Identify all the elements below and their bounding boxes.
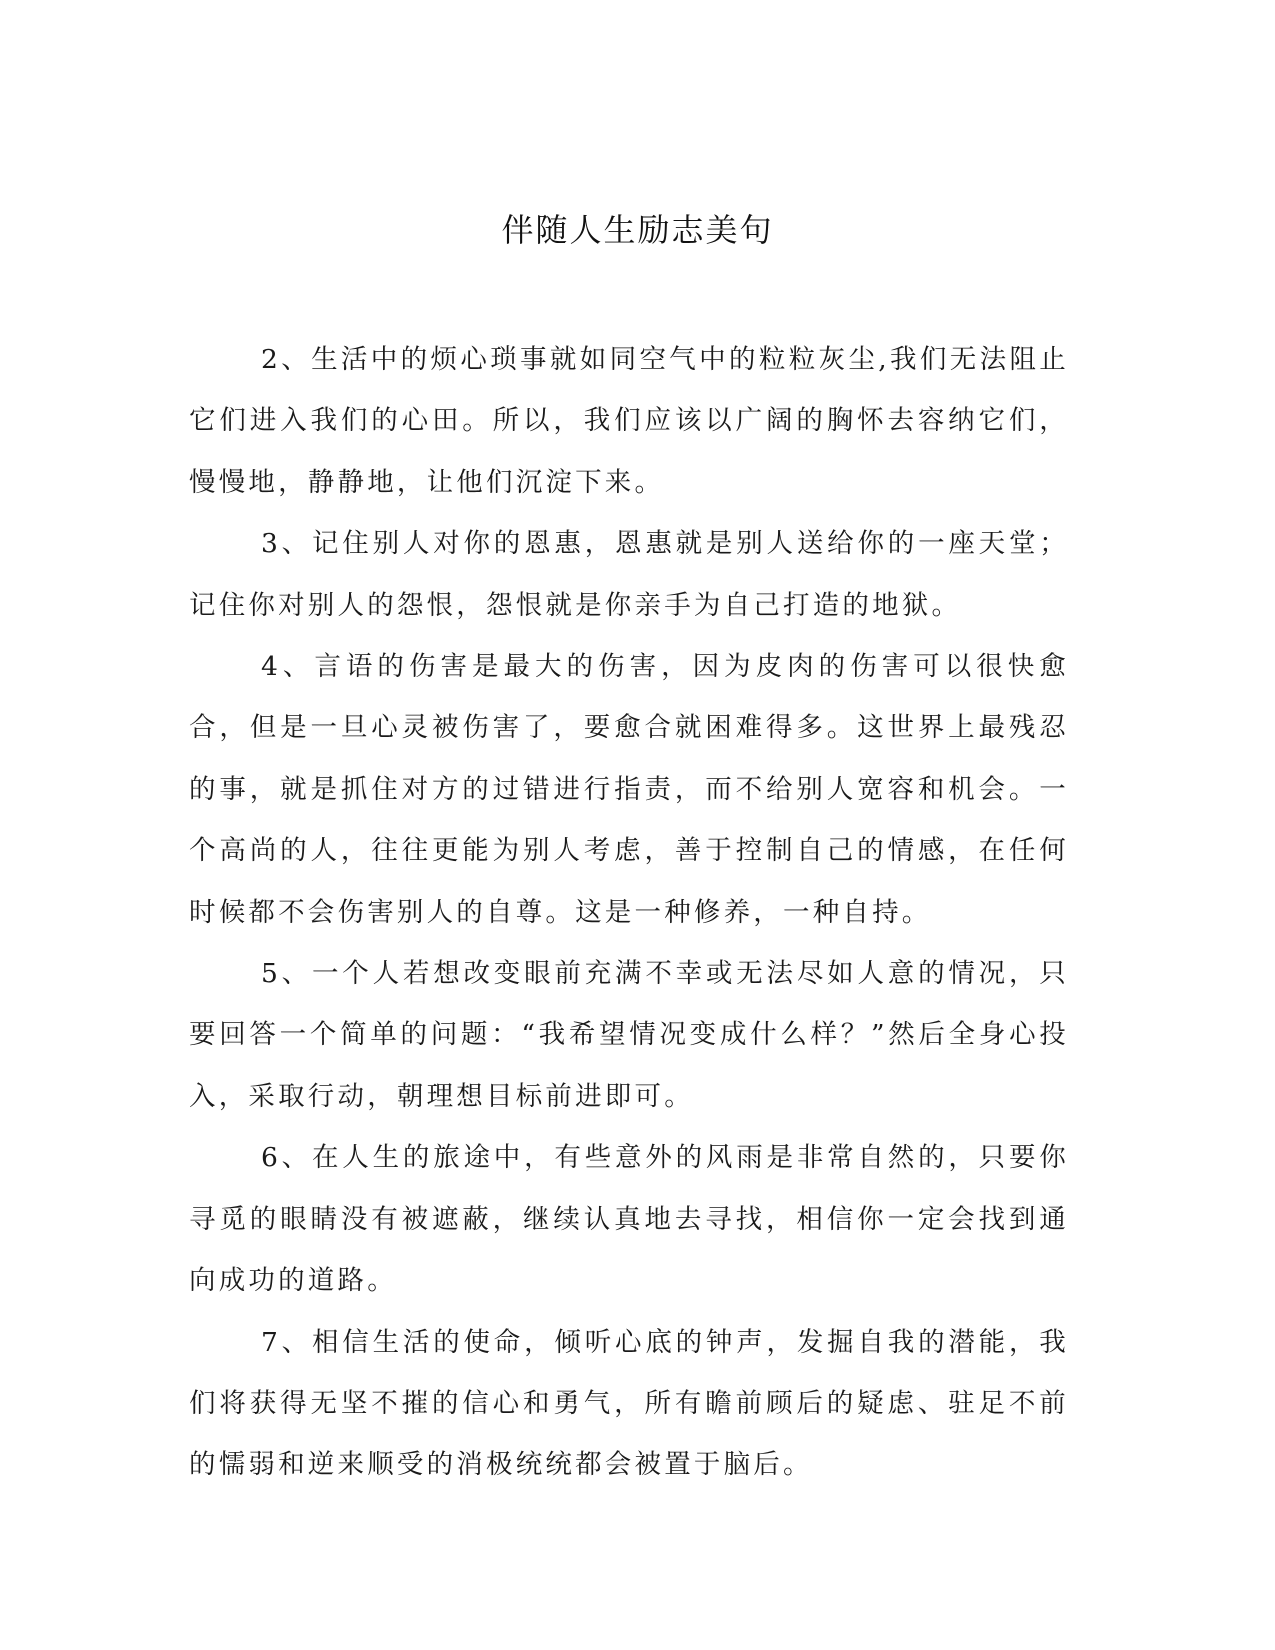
paragraph-2: 2、生活中的烦心琐事就如同空气中的粒粒灰尘,我们无法阻止它们进入我们的心田。所以，我们应该以广阔的胸怀去容纳它们，慢慢地，静静地，让他们沉淀下来。 [189,344,1069,498]
document-title: 伴随人生励志美句 [501,211,774,249]
paragraph-4: 4、言语的伤害是最大的伤害，因为皮肉的伤害可以很快愈合，但是一旦心灵被伤害了，要愈合就困难得多。这世界上最残忍的事，就是抓住对方的过错进行指责，而不给别人宽容和机会。一个高尚的人，往往更能为别人考虑，善于控制自己的情感，在任何时候都不会伤害别人的自尊。这是一种修养，一种自持。 [189,651,1069,928]
paragraph-5: 5、一个人若想改变眼前充满不幸或无法尽如人意的情况，只要回答一个简单的问题：“我希望情况变成什么样？”然后全身心投入，采取行动，朝理想目标前进即可。 [189,958,1069,1112]
paragraph-7: 7、相信生活的使命，倾听心底的钟声，发掘自我的潜能，我们将获得无坚不摧的信心和勇气，所有瞻前顾后的疑虑、驻足不前的懦弱和逆来顺受的消极统统都会被置于脑后。 [189,1326,1069,1481]
paragraph-6: 6、在人生的旅途中，有些意外的风雨是非常自然的，只要你寻觅的眼睛没有被遮蔽，继续认真地去寻找，相信你一定会找到通向成功的道路。 [189,1142,1069,1297]
document-body [189,329,1069,1496]
paragraph-3: 3、记住别人对你的恩惠，恩惠就是别人送给你的一座天堂；记住你对别人的怨恨，怨恨就是你亲手为自己打造的地狱。 [189,528,1069,621]
